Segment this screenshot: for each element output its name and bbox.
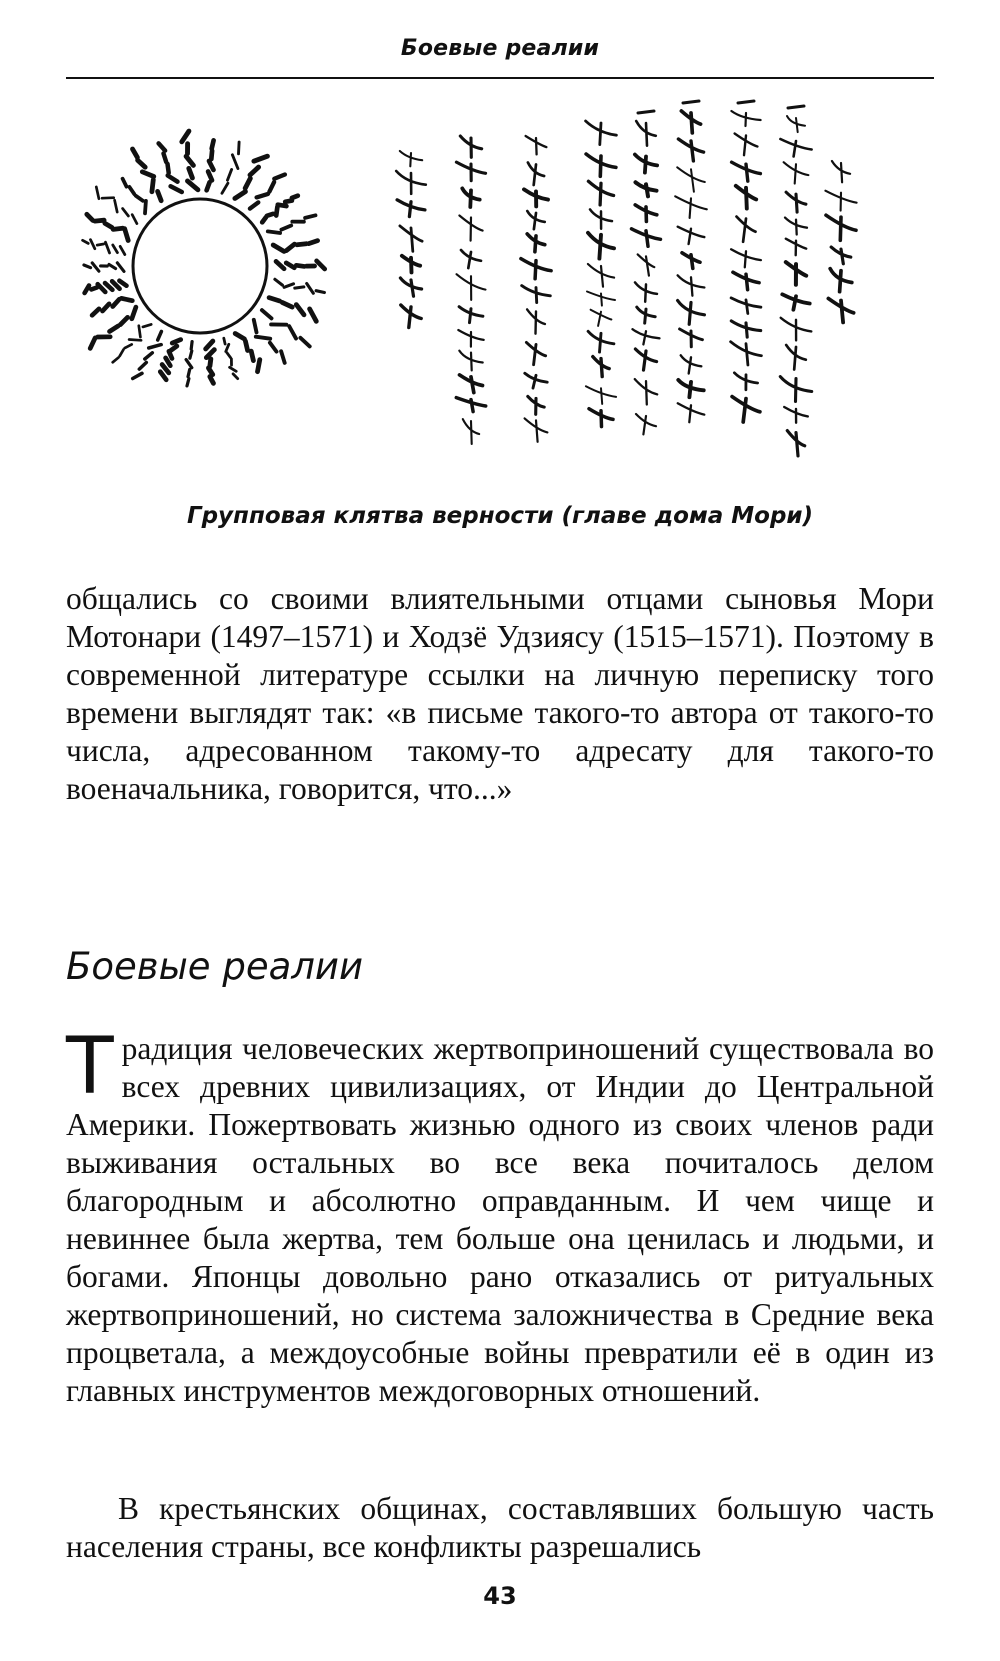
signature-stroke [276, 261, 325, 269]
paragraph-1: общались со своими влиятельными отцами сыновья Мори Мотонари (1497–1571) и Ходзё Удзиясу (1515–1571). Поэтому в современной литературе ссылки на личную переписку того времени выглядят так: «в письме такого-то автора от такого-то числа, адресованном такому-то адресату для такого-то военачальника, говорится, что...» [66, 581, 934, 806]
signature-stroke [92, 298, 132, 315]
calligraphy-column [825, 161, 856, 322]
signature-stroke [182, 131, 198, 190]
calligraphy-column [675, 101, 707, 422]
signature-ring [83, 131, 325, 386]
signature-stroke [123, 179, 146, 214]
signature-stroke [85, 281, 127, 293]
signature-stroke [235, 334, 260, 372]
calligraphy-column [456, 136, 485, 444]
calligraphy-column [586, 121, 617, 427]
signature-stroke [133, 332, 162, 379]
calligraphy-column [632, 111, 661, 434]
signature-stroke [222, 142, 239, 193]
calligraphy-column [731, 101, 762, 422]
signature-stroke [206, 341, 215, 383]
running-title: Боевые реалии [400, 36, 600, 61]
signature-stroke [83, 240, 125, 255]
section-heading: Боевые реалии [66, 945, 363, 988]
signature-stroke [84, 263, 124, 272]
calligraphy-figure [66, 96, 934, 466]
signature-stroke [269, 298, 316, 322]
signature-stroke [273, 241, 317, 252]
signature-stroke [224, 338, 238, 378]
calligraphy-column [780, 106, 811, 456]
paragraph-3: В крестьянских общинах, составлявших большую часть населения страны, все конфликты разрешались [66, 1491, 934, 1564]
signature-stroke [235, 156, 268, 198]
paragraph-2-text: радиция человеческих жертвоприношений существовала во всех древних цивилизациях, от Индии до Центральной Америки. Пожертвовать жизнью одного из своих членов ради выживания остальных во все века почиталось делом благородным и абсолютно оправданным. И чем чище и невиннее была жертва, тем больше она ценилась и людьми, и богами. Японцы довольно рано отказались от ритуальных жертвоприношений, но система заложничества в Средние века процветала, а междоусобные войны превратили её в один из главных инструментов междоговорных отношений. [66, 1031, 934, 1408]
signature-stroke [207, 140, 214, 190]
signature-stroke [186, 342, 192, 386]
page-number: 43 [483, 1582, 517, 1610]
signature-stroke [133, 149, 162, 201]
signature-stroke [159, 143, 182, 192]
signature-stroke [87, 214, 128, 240]
drop-cap: Т [66, 1022, 114, 1112]
signature-stroke [262, 196, 298, 223]
calligraphy-columns [396, 101, 856, 456]
calligraphy-column [396, 151, 426, 328]
signature-stroke [160, 340, 180, 380]
header-rule [66, 77, 934, 79]
center-circle [133, 199, 267, 333]
calligraphy-column [521, 136, 551, 442]
signature-stroke [268, 215, 316, 233]
figure-caption: Групповая клятва верности (главе дома Мори) [186, 503, 814, 529]
signature-stroke [275, 279, 325, 293]
paragraph-2 [66, 1022, 934, 1410]
